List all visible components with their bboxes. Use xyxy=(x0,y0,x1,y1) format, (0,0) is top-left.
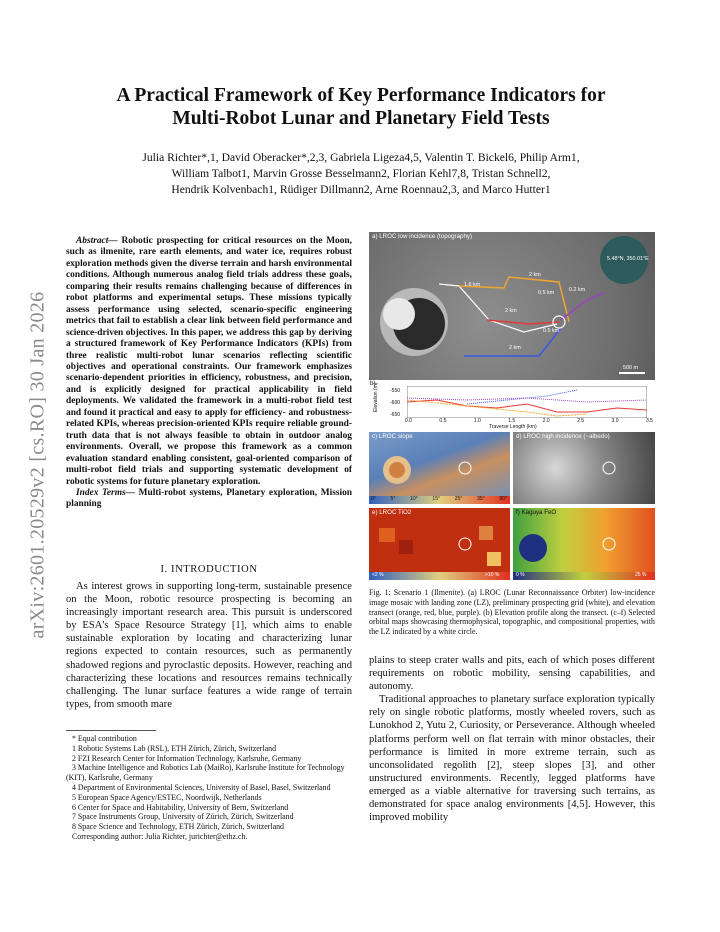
abstract-label: Abstract— xyxy=(76,236,118,246)
panel-e-label: e) LROC TiO2 xyxy=(372,509,412,516)
panel-f-overlay xyxy=(513,508,655,580)
distance-label: 0.5 km xyxy=(538,290,555,296)
panel-a-overlay xyxy=(369,232,655,380)
abstract-text: Robotic prospecting for critical resources on the Moon, such as ilmenite, rare earth elements, and water ice, requires robust exploration methods given the diverse terrain and harsh environmental conditions. Although numerous analog field trials address these goals, comparing their results remains challenging because of differences in robot platforms and experimental setups. These missions typically assess performance using selected, scenario-specific engineering metrics that fail to establish a clear link between field performance and science-driven objectives. In this paper, we address this gap by deriving a structured framework of Key Performance Indicators (KPIs) from three realistic multi-robot lunar scenarios reflecting scientific objectives and operational constraints. Our framework emphasizes scenario-dependent priorities in efficiency, robustness, and precision, and is explicitly designed for practical applicability in field deployments. We validated the framework in a multi-robot field test and found it practical and easy to apply for efficiency- and robustness-related KPIs, whereas precision-oriented KPIs require reliable ground-truth data that is not always feasible to obtain in outdoor analog environments. Overall, we propose this framework as a common evaluation standard enabling consistent, goal-oriented comparison of multi-robot field trials and supporting systematic development of robotic systems for future planetary exploration. xyxy=(66,236,352,487)
crater-wall-lit xyxy=(383,298,415,330)
x-tick: 2.0 xyxy=(542,418,550,424)
panel-d-label: d) LROC high incidence (~albedo) xyxy=(516,433,610,440)
landing-zone-marker xyxy=(459,462,471,474)
panel-e-overlay xyxy=(369,508,510,580)
colorbar-tick: >10 % xyxy=(485,572,500,578)
scale-bar xyxy=(619,372,645,374)
distance-label: 2 km xyxy=(529,272,541,278)
tio2-cell xyxy=(379,528,395,542)
colorbar-tick: 25° xyxy=(454,496,463,502)
footnote: 2 FZI Research Center for Information Technology, Karlsruhe, Germany xyxy=(72,753,302,763)
footnote: 8 Space Science and Technology, ETH Zürich, Zürich, Switzerland xyxy=(72,822,284,832)
colorbar-tick: 0 % xyxy=(516,572,525,578)
colorbar-tick: 10° xyxy=(410,496,418,502)
arxiv-id: arXiv:2601.20529v2 [cs.RO] 30 Jan 2026 xyxy=(26,291,49,639)
figure-caption: Fig. 1: Scenario 1 (Ilmenite). (a) LROC (Lunar Reconnaissance Orbiter) low-incidence image mosaic with landing zone (LZ), preliminary prospecting grid (white), and elevation transect (orange, red, blue, purple). (b) Elevation profile along the transect. (c–f) Selected orbital maps showcasing thermophysical, topographic, and compositional properties, with the LZ indicated by a white circle. xyxy=(369,588,655,637)
footnotes xyxy=(66,734,356,842)
y-tick: -650 xyxy=(390,412,401,418)
x-tick: 1.0 xyxy=(473,418,481,424)
distance-label: 2 km xyxy=(505,308,517,314)
intro-paragraph xyxy=(66,580,352,711)
tio2-cell xyxy=(487,552,501,566)
tio2-cell xyxy=(399,540,413,554)
right-column-text xyxy=(369,654,655,824)
x-tick: 0.0 xyxy=(405,418,412,424)
x-tick: 3.0 xyxy=(611,418,619,424)
footnote: 6 Center for Space and Habitability, University of Bern, Switzerland xyxy=(72,802,289,812)
panel-b-elevation-profile xyxy=(369,380,655,430)
landing-zone-marker xyxy=(603,462,615,474)
panel-d-albedo-map xyxy=(513,432,655,504)
feo-low-region xyxy=(519,534,547,562)
intro-text: As interest grows in supporting long-term, sustainable presence on the Moon, robotic resource prospecting is becoming an increasingly important research area. This pursuit is underscored by ESA's Space Resource Strategy [1], which aims to enable sustainable exploration by locating and characterizing lunar regions expected to contain resources, such as permanently shadowed regions and pyroclastic deposits. However, reaching and characterizing these locations and resources remains technically challenging. The lunar surface features a wide range of terrain types, from smooth mare xyxy=(66,581,352,710)
colorbar-tick: 15° xyxy=(432,496,440,502)
colorbar-tick: 25 % xyxy=(635,572,647,578)
author-line: William Talbot1, Marvin Grosse Besselmann2, Florian Kehl7,8, Tristan Schnell2, xyxy=(171,167,551,180)
distance-label: 1.6 km xyxy=(464,282,481,288)
author-line: Hendrik Kolvenbach1, Rüdiger Dillmann2, Arne Roennau2,3, and Marco Hutter1 xyxy=(171,183,551,196)
panel-f-feo-map xyxy=(513,508,655,580)
section-heading: I. INTRODUCTION xyxy=(160,564,258,575)
panel-c-slope-map xyxy=(369,432,510,504)
panel-c-overlay xyxy=(369,432,510,504)
landing-zone-marker xyxy=(603,538,615,550)
title-line-1: A Practical Framework of Key Performance Indicators for xyxy=(116,85,606,106)
elevation-line-red xyxy=(407,400,647,412)
paragraph: Traditional approaches to planetary surface exploration typically rely on single robotic platforms, mostly wheeled rovers, such as Lunokhod 2, Yutu 2, Curiosity, or Perseverance. Although wheeled platforms perform well on flat terrain with minor obstacles, their performance is limited in more extreme terrain, such as unconsolidated regolith [2], steep slopes [3], and other unstructured environments. Recently, legged platforms have emerged as a viable alternative for traversing such terrains, as demonstrated for space analog environments [4,5]. However, this improved mobility xyxy=(369,694,655,824)
footnote: * Equal contribution xyxy=(72,734,137,743)
author-list xyxy=(96,150,626,198)
tio2-cell xyxy=(479,526,493,540)
crater-slope-core xyxy=(389,462,405,478)
plot-frame xyxy=(407,386,647,418)
feo-colorbar xyxy=(513,572,655,580)
paper-title xyxy=(86,84,636,130)
index-terms-label: Index Terms— xyxy=(76,487,136,498)
panel-f-label: f) Kaguya FeO xyxy=(516,509,557,516)
elevation-plot xyxy=(407,386,647,418)
paragraph: plains to steep crater walls and pits, each of which poses different requirements on robotic mobility, sensing capabilities, and autonomy. xyxy=(369,655,655,693)
distance-label: 0.2 km xyxy=(569,287,586,293)
y-tick: -600 xyxy=(390,400,401,406)
colorbar-tick: 0° xyxy=(371,496,376,502)
footnote: 3 Machine Intelligence and Robotics Lab (MaiRo), Karlsruhe Institute for Technology (KIT), Karlsruhe, Germany xyxy=(66,763,345,783)
x-tick: 3.5 xyxy=(645,418,653,424)
x-tick: 2.5 xyxy=(577,418,585,424)
y-tick: -550 xyxy=(390,388,401,394)
footnote: 1 Robotic Systems Lab (RSL), ETH Zürich, Zürich, Switzerland xyxy=(72,743,277,753)
footnote-divider xyxy=(66,730,156,731)
coordinate-readout: 5.48°N, 350.01°E xyxy=(607,256,649,262)
author-line: Julia Richter*,1, David Oberacker*,2,3, Gabriela Ligeza4,5, Valentin T. Bickel6, Philip Arm1, xyxy=(142,151,580,164)
distance-label: 0.5 km xyxy=(543,328,560,334)
index-terms-text: Multi-robot systems, Planetary exploration, Mission planning xyxy=(66,487,352,510)
colorbar-tick: 35° xyxy=(477,496,485,502)
footnote: 5 European Space Agency/ESTEC, Noordwijk, Netherlands xyxy=(72,792,262,802)
slope-ticks xyxy=(371,496,507,502)
x-tick: 1.5 xyxy=(508,418,516,424)
footnote: 4 Department of Environmental Sciences, University of Basel, Basel, Switzerland xyxy=(72,782,331,792)
footnote: Corresponding author: Julia Richter, jurichter@ethz.ch. xyxy=(72,831,248,841)
panel-e-tio2-map xyxy=(369,508,510,580)
abstract xyxy=(66,236,352,511)
colorbar-tick: 5° xyxy=(390,496,396,502)
arxiv-watermark xyxy=(18,250,58,680)
landing-zone-marker xyxy=(459,538,471,550)
elevation-line-blue xyxy=(467,390,577,404)
panel-b-label: b) xyxy=(370,380,376,387)
panel-a-topography-map xyxy=(369,232,655,380)
colorbar-tick: 90° xyxy=(499,496,507,502)
panel-a-label: a) LROC low incidence (topography) xyxy=(372,233,473,240)
footnote: 7 Space Instruments Group, University of Zürich, Zürich, Switzerland xyxy=(72,812,294,822)
title-line-2: Multi-Robot Lunar and Planetary Field Tests xyxy=(172,108,550,129)
panel-c-label: c) LROC slope xyxy=(372,433,413,440)
figure-1 xyxy=(369,232,655,582)
elevation-axis-label: Elevation (m) xyxy=(373,382,379,412)
colorbar-tick: <2 % xyxy=(372,572,384,578)
scale-label: 500 m xyxy=(623,365,638,371)
distance-label: 2 km xyxy=(509,345,521,351)
panel-d-overlay xyxy=(513,432,655,504)
x-tick: 0.5 xyxy=(439,418,447,424)
traverse-axis-label: Traverse Length (km) xyxy=(489,424,537,430)
